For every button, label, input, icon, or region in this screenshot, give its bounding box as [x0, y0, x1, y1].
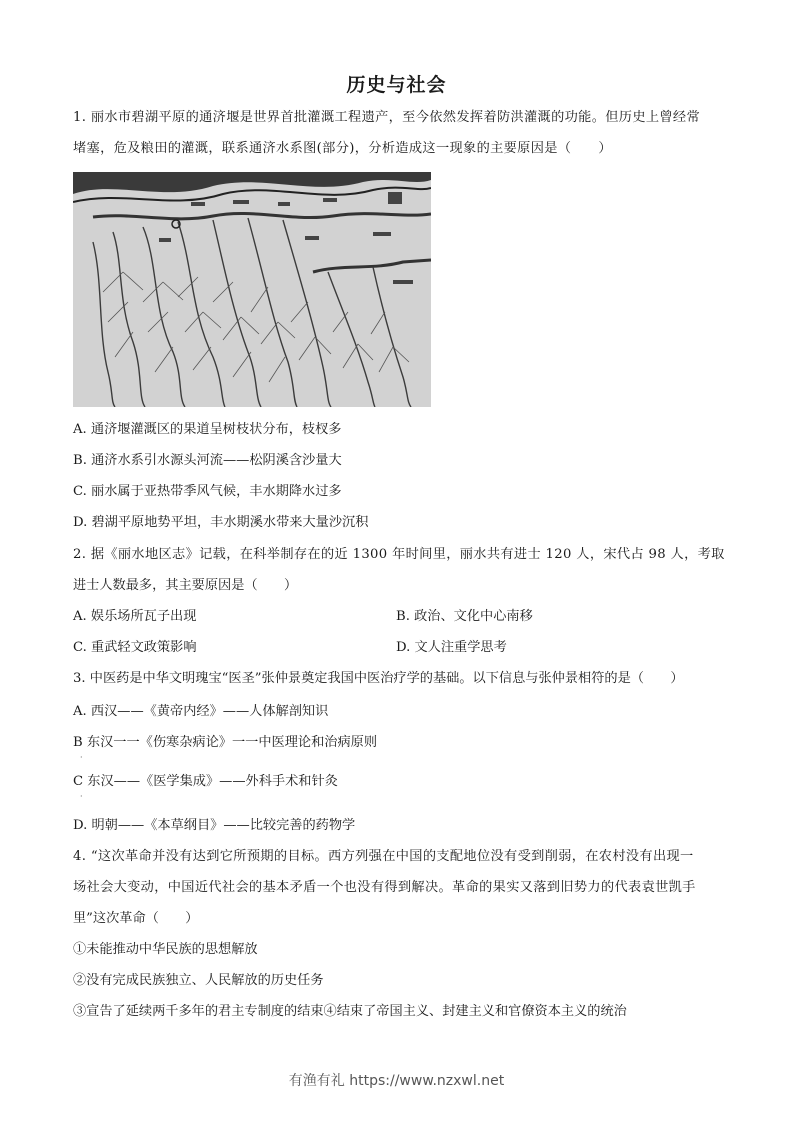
- q1-stem-line1: 1. 丽水市碧湖平原的通济堰是世界首批灌溉工程遗产，至今依然发挥着防洪灌溉的功能。但历史上曾经常: [73, 110, 701, 125]
- q2-options-row2: [73, 638, 723, 658]
- q4-item-3-4: ③宣告了延续两千多年的君主专制度的结束④结束了帝国主义、封建主义和官僚资本主义的统治: [73, 1004, 627, 1019]
- q4-stem-line3: 里”这次革命（ ）: [73, 911, 199, 926]
- q3-option-b: B 东汉一一《伤寒杂病论》一一中医理论和治病原则: [73, 735, 378, 750]
- q2-option-b: B. 政治、文化中心南移: [396, 609, 533, 624]
- q2-option-d: D. 文人注重学思考: [396, 640, 507, 655]
- q3-option-c: C 东汉——《医学集成》——外科手术和针灸: [73, 774, 338, 789]
- stray-dot-mark: ·: [80, 792, 83, 801]
- map-illustration: [73, 172, 431, 407]
- q2-option-c: C. 重武轻文政策影响: [73, 640, 197, 655]
- stray-dot-mark: ·: [80, 753, 83, 762]
- q4-stem-line2: 场社会大变动，中国近代社会的基本矛盾一个也没有得到解决。革命的果实又落到旧势力的代表袁世凯手: [73, 880, 696, 895]
- q2-options-row1: [73, 607, 723, 627]
- q3-option-d: D. 明朝——《本草纲目》——比较完善的药物学: [73, 818, 356, 833]
- tongji-water-system-map: [73, 172, 431, 407]
- q3-option-a: A. 西汉——《黄帝内经》——人体解剖知识: [73, 704, 329, 719]
- q3-stem-line1: 3. 中医药是中华文明瑰宝“医圣”张仲景奠定我国中医治疗学的基础。以下信息与张仲景相符的是（ ）: [73, 671, 684, 686]
- q4-stem-line1: 4. “这次革命并没有达到它所预期的目标。西方列强在中国的支配地位没有受到削弱，在农村没有出现一: [73, 849, 694, 864]
- q1-option-d: D. 碧湖平原地势平坦，丰水期溪水带来大量沙沉积: [73, 515, 369, 530]
- q1-option-a: A. 通济堰灌溉区的果道呈树枝状分布，枝杈多: [73, 422, 342, 437]
- q2-stem-line2: 进士人数最多，其主要原因是（ ）: [73, 578, 298, 593]
- q2-stem-line1: 2. 据《丽水地区志》记载，在科举制存在的近 1300 年时间里，丽水共有进士 120 人，宋代占 98 人，考取: [73, 547, 725, 562]
- q2-option-a: A. 娱乐场所瓦子出现: [73, 609, 197, 624]
- footer-watermark: 有渔有礼 https://www.nzxwl.net: [288, 1073, 505, 1089]
- page-title: 历史与社会: [346, 74, 447, 96]
- q4-item-1: ①未能推动中华民族的思想解放: [73, 942, 258, 957]
- q1-stem-line2: 堵塞，危及粮田的灌溉，联系通济水系图(部分)，分析造成这一现象的主要原因是（ ）: [73, 141, 612, 156]
- q1-option-b: B. 通济水系引水源头河流——松阴溪含沙量大: [73, 453, 342, 468]
- q1-option-c: C. 丽水属于亚热带季风气候，丰水期降水过多: [73, 484, 342, 499]
- q4-item-2: ②没有完成民族独立、人民解放的历史任务: [73, 973, 324, 988]
